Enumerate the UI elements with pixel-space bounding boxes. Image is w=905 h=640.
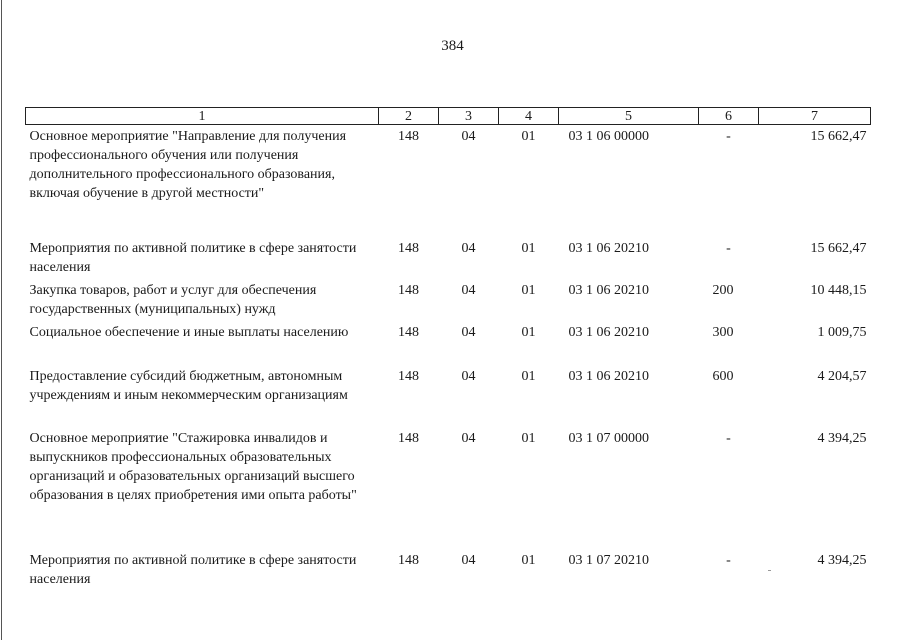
row-rz: 04 [461, 325, 476, 340]
row-rz: 04 [461, 431, 476, 446]
table-row [26, 277, 871, 319]
row-name: Основное мероприятие "Направление для получения профессионального обучения или получения дополнительного профессионального образования, включая обучение в другой местности" [29, 129, 347, 201]
row-sum: 1 009,75 [817, 325, 867, 340]
row-sum: 4 204,57 [817, 369, 867, 384]
column-header-2: 2 [379, 108, 439, 125]
row-gr: 148 [398, 431, 419, 446]
row-vr: - [726, 431, 731, 446]
table-row [26, 547, 871, 591]
row-pr: 01 [521, 129, 536, 144]
row-sum: 4 394,25 [817, 553, 867, 568]
row-cs: 03 1 06 20210 [568, 325, 649, 340]
row-pr: 01 [521, 325, 536, 340]
row-name: Мероприятия по активной политике в сфере занятости населения [29, 241, 357, 275]
column-header-3: 3 [439, 108, 499, 125]
row-vr: 600 [712, 369, 734, 384]
row-cs: 03 1 06 20210 [568, 241, 649, 256]
column-header-4: 4 [499, 108, 559, 125]
row-sum: 15 662,47 [810, 129, 867, 144]
row-gr: 148 [398, 129, 419, 144]
row-pr: 01 [521, 241, 536, 256]
row-gr: 148 [398, 369, 419, 384]
row-vr: 300 [712, 325, 734, 340]
row-cs: 03 1 06 00000 [568, 129, 649, 144]
row-rz: 04 [461, 129, 476, 144]
row-vr: - [726, 129, 731, 144]
row-name: Социальное обеспечение и иные выплаты населению [29, 325, 349, 340]
column-header-6: 6 [699, 108, 759, 125]
row-sum: 10 448,15 [810, 283, 867, 298]
column-header-5: 5 [559, 108, 699, 125]
row-sum: 15 662,47 [810, 241, 867, 256]
row-gr: 148 [398, 325, 419, 340]
row-rz: 04 [461, 369, 476, 384]
row-cs: 03 1 07 00000 [568, 431, 649, 446]
row-vr: - [726, 553, 731, 568]
column-header-7: 7 [759, 108, 871, 125]
row-gr: 148 [398, 553, 419, 568]
column-header-1: 1 [26, 108, 379, 125]
row-name: Предоставление субсидий бюджетным, автономным учреждениям и иным некоммерческим организациям [29, 369, 348, 403]
row-name: Мероприятия по активной политике в сфере занятости населения [29, 553, 357, 587]
table-row [26, 319, 871, 363]
row-gr: 148 [398, 241, 419, 256]
table-row [26, 363, 871, 425]
page-number: 384 [441, 38, 464, 54]
row-gr: 148 [398, 283, 419, 298]
table-row [26, 235, 871, 277]
row-rz: 04 [461, 241, 476, 256]
row-cs: 03 1 06 20210 [568, 283, 649, 298]
row-vr: 200 [712, 283, 734, 298]
scan-artifact-mark [768, 570, 771, 571]
table-header-row [26, 108, 871, 125]
row-vr: - [726, 241, 731, 256]
row-pr: 01 [521, 553, 536, 568]
row-rz: 04 [461, 553, 476, 568]
left-margin-rule [1, 0, 2, 640]
row-pr: 01 [521, 283, 536, 298]
row-cs: 03 1 06 20210 [568, 369, 649, 384]
row-rz: 04 [461, 283, 476, 298]
row-pr: 01 [521, 431, 536, 446]
row-name: Основное мероприятие "Стажировка инвалидов и выпускников профессиональных образовательных организаций и образовательных организаций высшего образования в целях приобретения ими опыта работы" [29, 431, 357, 503]
table-row [26, 125, 871, 236]
row-pr: 01 [521, 369, 536, 384]
table-row [26, 425, 871, 547]
budget-table [25, 107, 871, 591]
row-cs: 03 1 07 20210 [568, 553, 649, 568]
row-sum: 4 394,25 [817, 431, 867, 446]
row-name: Закупка товаров, работ и услуг для обеспечения государственных (муниципальных) нужд [29, 283, 317, 317]
